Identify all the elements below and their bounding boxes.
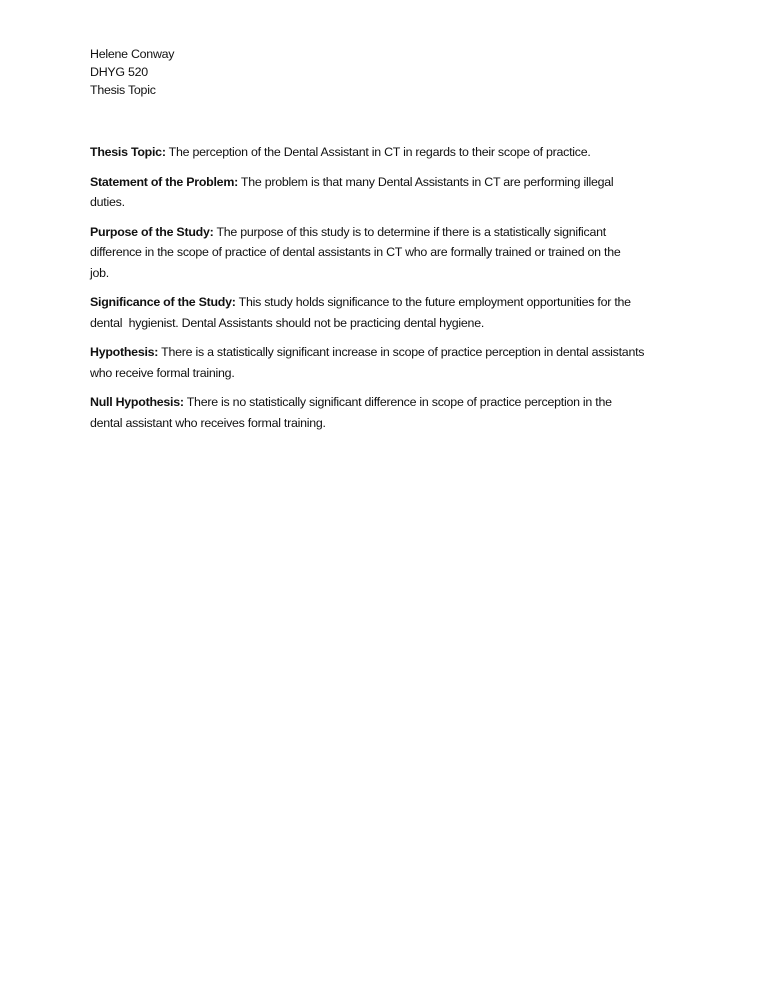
section-purpose <box>90 222 710 284</box>
section-label: Statement of the Problem: <box>90 174 238 189</box>
section-text: The problem is that many Dental Assistants in CT are performing illegal <box>237 174 614 189</box>
section-text: dental hygienist. Dental Assistants should not be practicing dental hygiene. <box>90 315 485 330</box>
section-label: Hypothesis: <box>90 345 159 359</box>
section-text: There is a statistically significant increase in scope of practice perception in dental assistants <box>158 345 645 359</box>
section-hypothesis <box>90 342 710 383</box>
section-text: dental assistant who receives formal training. <box>90 415 326 430</box>
section-text: difference in the scope of practice of dental assistants in CT who are formally trained or trained on the <box>90 245 621 259</box>
section-label: Thesis Topic: <box>90 145 166 159</box>
section-text: There is no statistically significant difference in scope of practice perception in the <box>183 395 612 409</box>
section-statement-of-problem <box>90 172 710 213</box>
document-title: Thesis Topic <box>90 83 156 97</box>
section-text: who receive formal training. <box>90 365 235 380</box>
section-label: Null Hypothesis: <box>90 395 184 409</box>
section-text: The perception of the Dental Assistant in CT in regards to their scope of practice. <box>165 145 591 159</box>
section-significance <box>90 292 710 333</box>
section-text: job. <box>90 265 109 280</box>
section-text: The purpose of this study is to determine if there is a statistically significant <box>213 224 606 239</box>
section-thesis-topic <box>90 142 710 163</box>
author-name: Helene Conway <box>90 47 175 61</box>
document-header <box>90 45 174 99</box>
course-code: DHYG 520 <box>90 65 148 79</box>
section-label: Significance of the Study: <box>90 295 236 309</box>
section-text: This study holds significance to the future employment opportunities for the <box>235 295 631 309</box>
section-null-hypothesis <box>90 392 710 433</box>
document-body <box>90 142 710 442</box>
section-label: Purpose of the Study: <box>90 224 214 239</box>
section-text: duties. <box>90 195 125 209</box>
